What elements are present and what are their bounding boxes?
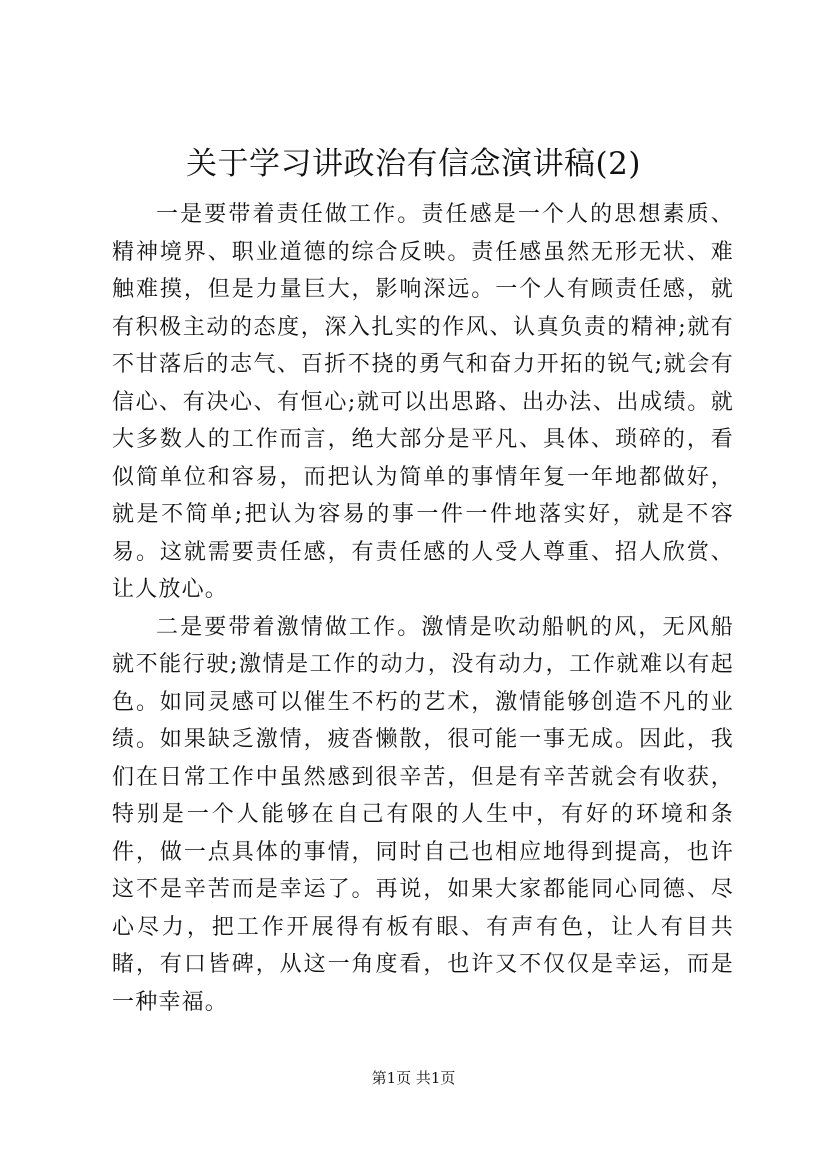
page-footer: 第1页 共1页: [371, 1069, 456, 1087]
paragraph-1: 一是要带着责任做工作。责任感是一个人的思想素质、精神境界、职业道德的综合反映。责任感虽然无形无状、难触难摸，但是力量巨大，影响深远。一个人有顾责任感，就有积极主动的态度，深入扎实的作风、认真负责的精神;就有不甘落后的志气、百折不挠的勇气和奋力开拓的锐气;就会有信心、有决心、有恒心;就可以出思路、出办法、出成绩。就大多数人的工作而言，绝大部分是平凡、具体、琐碎的，看似简单位和容易，而把认为简单的事情年复一年地都做好，就是不简单;把认为容易的事一件一件地落实好，就是不容易。这就需要责任感，有责任感的人受人尊重、招人欣赏、让人放心。: [112, 202, 734, 602]
document-title: 关于学习讲政治有信念演讲稿(2): [186, 146, 641, 182]
paragraph-2: 二是要带着激情做工作。激情是吹动船帆的风，无风船就不能行驶;激情是工作的动力，没有动力，工作就难以有起色。如同灵感可以催生不朽的艺术，激情能够创造不凡的业绩。如果缺乏激情，疲沓懒散，很可能一事无成。因此，我们在日常工作中虽然感到很辛苦，但是有辛苦就会有收获，特别是一个人能够在自己有限的人生中，有好的环境和条件，做一点具体的事情，同时自己也相应地得到提高，也许这不是辛苦而是幸运了。再说，如果大家都能同心同德、尽心尽力，把工作开展得有板有眼、有声有色，让人有目共睹，有口皆碑，从这一角度看，也许又不仅仅是幸运，而是一种幸福。: [112, 614, 734, 1015]
document-body: [112, 196, 734, 1021]
